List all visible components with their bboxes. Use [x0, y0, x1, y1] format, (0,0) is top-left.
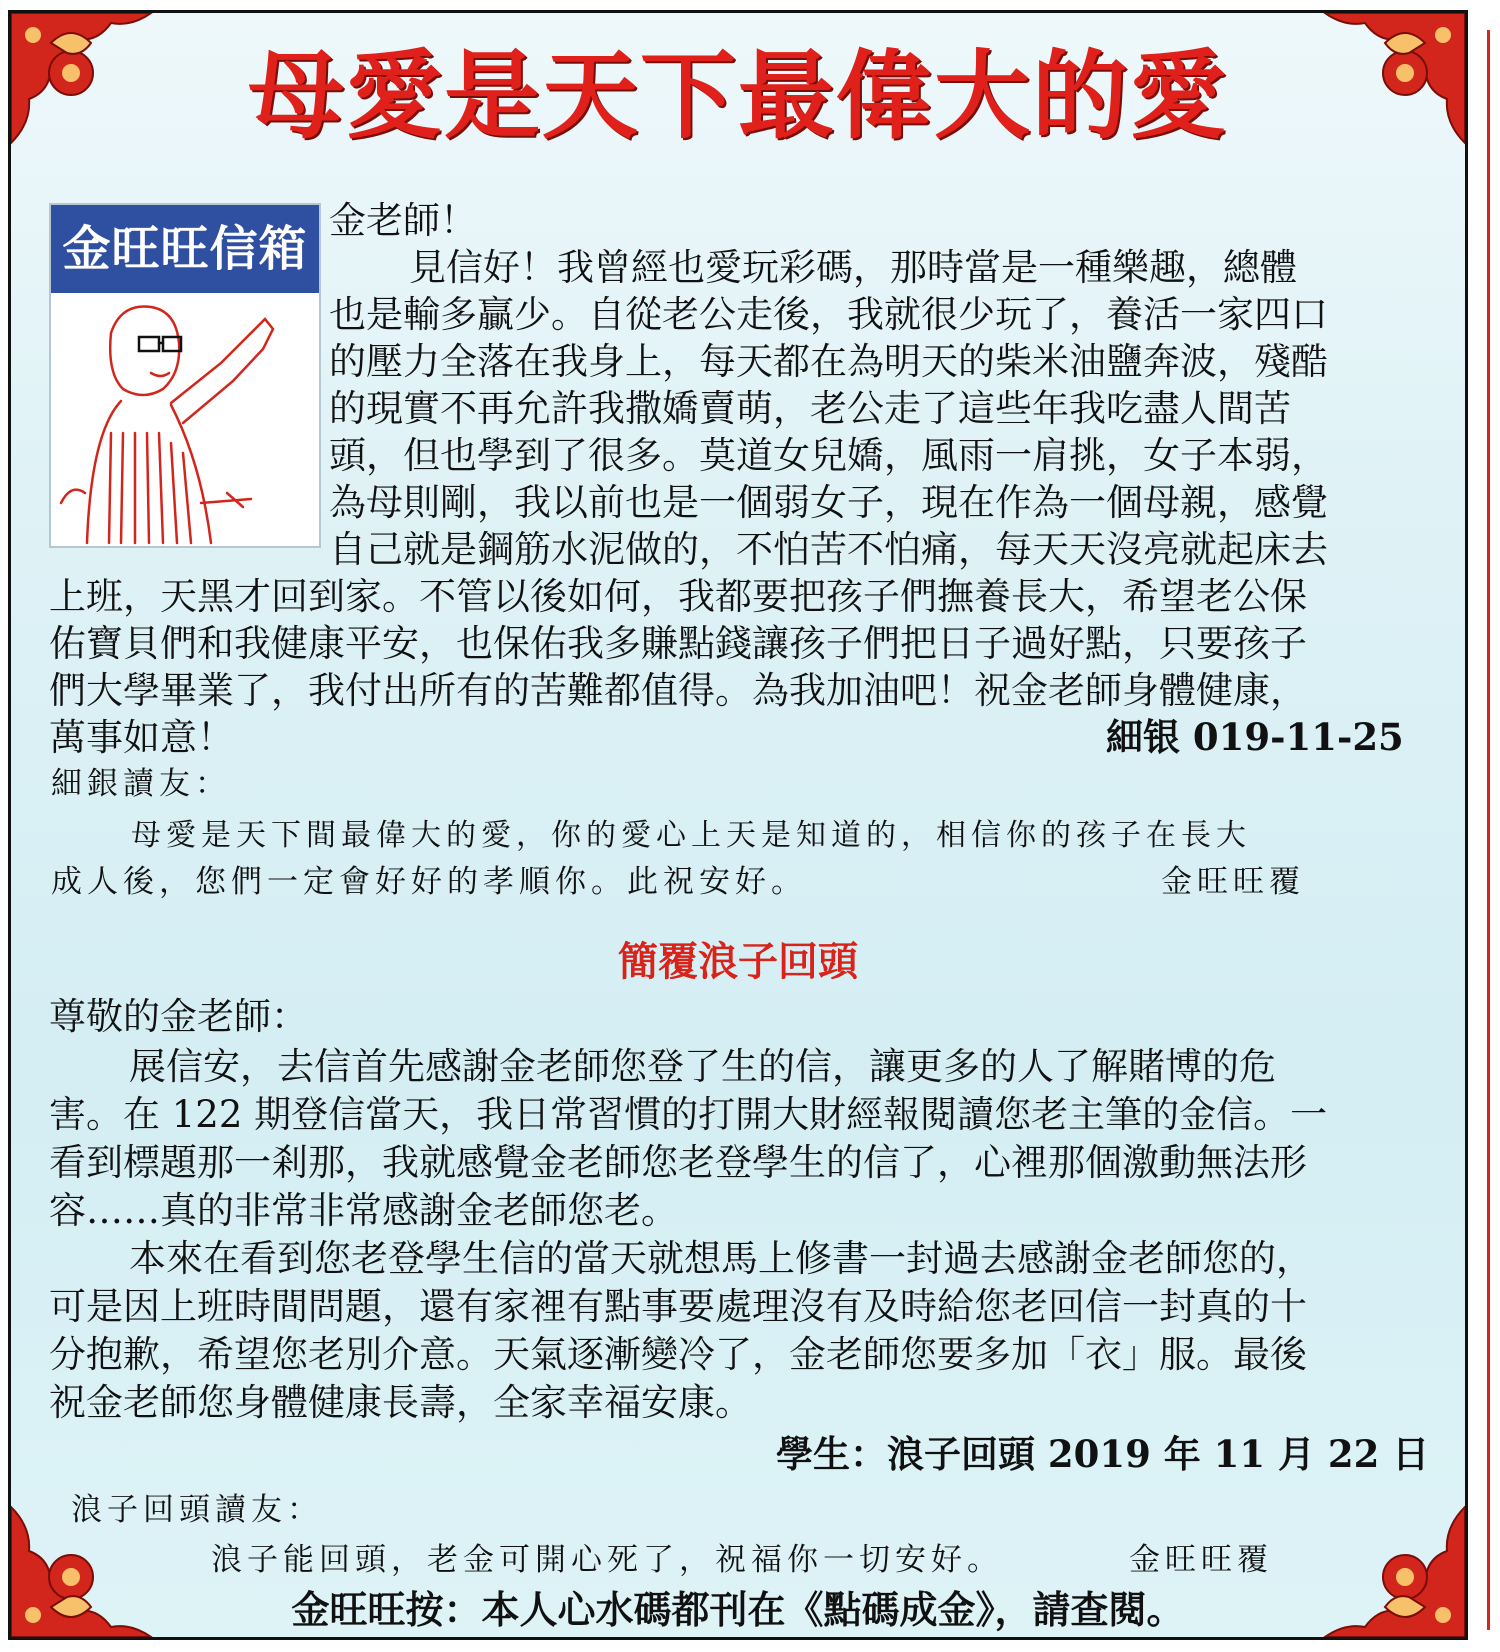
letter2-line: 容……真的非常非常感謝金老師您老。	[49, 1189, 678, 1232]
reply1-signature: 金旺旺覆	[1161, 864, 1305, 900]
letter2-line: 害。在 122 期登信當天，我日常習慣的打開大財經報閱讀您老主筆的金信。一	[49, 1093, 1328, 1136]
logo-title: 金旺旺信箱	[51, 205, 319, 293]
footer-note: 金旺旺按：本人心水碼都刊在《點碼成金》，請查閱。	[291, 1588, 1185, 1632]
letter2-line: 祝金老師您身體健康長壽，全家幸福安康。	[49, 1381, 752, 1424]
reply2-line: 浪子能回頭，老金可開心死了，祝福你一切安好。	[211, 1542, 1003, 1578]
letter1-salutation: 金老師！	[329, 199, 477, 242]
corner-ornament-icon	[1315, 13, 1465, 163]
letter1-line: 上班，天黑才回到家。不管以後如何，我都要把孩子們撫養長大，希望老公保	[49, 575, 1307, 618]
letter1-line: 佑寶貝們和我健康平安，也保佑我多賺點錢讓孩子們把日子過好點，只要孩子	[49, 622, 1307, 665]
letter1-line: 的壓力全落在我身上，每天都在為明天的柴米油鹽奔波，殘酷	[329, 340, 1328, 383]
letter2-salutation: 尊敬的金老師：	[49, 995, 308, 1038]
section-subheading: 簡覆浪子回頭	[618, 938, 858, 985]
letter1-line: 們大學畢業了，我付出所有的苦難都值得。為我加油吧！祝金老師身體健康，	[49, 669, 1307, 712]
letter2-line: 可是因上班時間問題，還有家裡有點事要處理沒有及時給您老回信一封真的十	[49, 1285, 1307, 1328]
corner-ornament-icon	[11, 13, 161, 163]
letter2-signature: 學生：浪子回頭 2019 年 11 月 22 日	[776, 1432, 1430, 1476]
letter1-line: 萬事如意！	[49, 716, 234, 759]
reply1-line: 母愛是天下間最偉大的愛，你的愛心上天是知道的，相信你的孩子在長大	[131, 818, 1251, 853]
letter2-line: 分抱歉，希望您老別介意。天氣逐漸變冷了，金老師您要多加「衣」服。最後	[49, 1333, 1307, 1376]
headline: 母愛是天下最偉大的愛	[248, 39, 1228, 152]
letter2-line: 本來在看到您老登學生信的當天就想馬上修書一封過去感謝金老師您的，	[129, 1237, 1313, 1280]
letter2-line: 看到標題那一剎那，我就感覺金老師您老登學生的信了，心裡那個激動無法形	[49, 1141, 1307, 1184]
column-logo	[49, 203, 321, 548]
column-divider	[1487, 30, 1490, 1630]
letter1-line: 見信好！我曾經也愛玩彩碼，那時當是一種樂趣，總體	[409, 246, 1297, 289]
reply2-salutation: 浪子回頭讀友：	[71, 1492, 323, 1528]
letter1-line: 為母則剛，我以前也是一個弱女子，現在作為一個母親，感覺	[329, 481, 1328, 524]
letter2-line: 展信安，去信首先感謝金老師您登了生的信，讓更多的人了解賭博的危	[129, 1045, 1276, 1088]
reply1-salutation: 細銀讀友：	[51, 766, 231, 802]
letter1-line: 也是輸多贏少。自從老公走後，我就很少玩了，養活一家四口	[329, 293, 1328, 336]
letter1-line: 自己就是鋼筋水泥做的，不怕苦不怕痛，每天天沒亮就起床去	[329, 528, 1328, 571]
reply2-signature: 金旺旺覆	[1129, 1542, 1273, 1578]
reply1-line: 成人後，您們一定會好好的孝順你。此祝安好。	[51, 864, 807, 900]
letter1-line: 頭，但也學到了很多。莫道女兒嬌，風雨一肩挑，女子本弱，	[329, 434, 1328, 477]
teacher-illustration-icon	[51, 293, 319, 546]
letter1-signature: 細银 019-11-25	[1106, 715, 1404, 759]
letter1-line: 的現實不再允許我撒嬌賣萌，老公走了這些年我吃盡人間苦	[329, 387, 1291, 430]
newspaper-column	[8, 10, 1468, 1640]
